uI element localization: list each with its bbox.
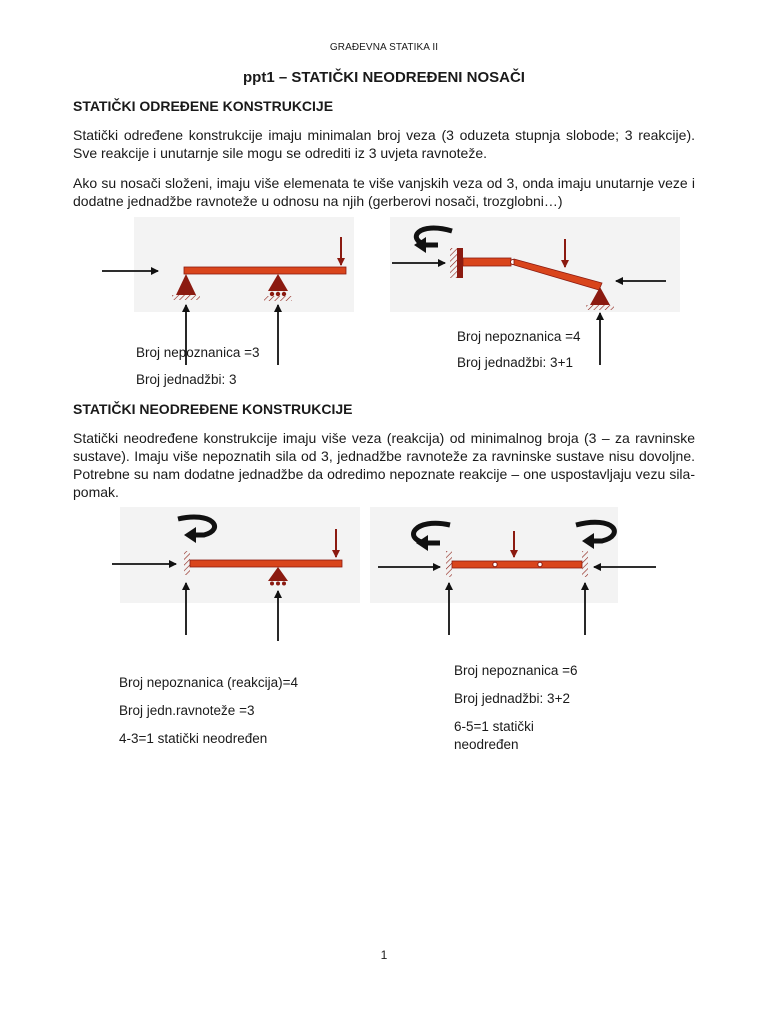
figure-label: Broj nepoznanica =4 — [457, 329, 581, 344]
figure-label: Broj jednadžbi: 3 — [136, 372, 237, 387]
figure-label: neodređen — [454, 737, 519, 752]
paragraph-indeterminate-1: Statički neodređene konstrukcije imaju više veza (reakcija) od minimalnog broja (3 – za ravninske sustave). Imaju više nepoznatih sila od 3, jednadžbe ravnoteže za ravninske sustave nisu dovoljne. Potrebne su nam dodatne jednadžbe da odredimo nepoznate reakcije – one uspostavljaju vezu sila-pomak. — [73, 430, 695, 500]
fixed-support-icon — [457, 248, 463, 278]
section-heading-indeterminate: STATIČKI NEODREĐENE KONSTRUKCIJE — [73, 401, 353, 417]
figure-label: Broj nepoznanica =6 — [454, 663, 578, 678]
paragraph-determinate-1: Statički određene konstrukcije imaju minimalan broj veza (3 oduzeta stupnja slobode; 3 reakcije). Sve reakcije i unutarnje sile mogu se odrediti iz 3 uvjeta ravnoteže. — [73, 127, 695, 161]
beam — [452, 561, 582, 568]
figure-label: Broj nepoznanica (reakcija)=4 — [119, 675, 298, 690]
beam — [190, 560, 342, 567]
panel-left — [120, 507, 360, 603]
running-header: GRAĐEVNA STATIKA II — [329, 42, 439, 53]
paragraph-determinate-2: Ako su nosači složeni, imaju više elemenata te više vanjskih veza od 3, onda imaju unutarnje veze i dodatne jednadžbe ravnoteže u odnosu na njih (gerberovi nosači, trozglobni…) — [73, 175, 695, 209]
figure-label: 6-5=1 statički — [454, 719, 534, 734]
page-number: 1 — [380, 948, 388, 962]
page-title: ppt1 – STATIČKI NEODREĐENI NOSAČI — [243, 69, 525, 86]
beam — [184, 267, 346, 274]
section-heading-determinate: STATIČKI ODREĐENE KONSTRUKCIJE — [73, 98, 334, 114]
beam — [463, 258, 511, 266]
figure-label: Broj jednadžbi: 3+2 — [454, 691, 570, 706]
figure-label: Broj nepoznanica =3 — [136, 345, 260, 360]
figure-determinate-structures — [100, 215, 680, 390]
figure-label: 4-3=1 statički neodređen — [119, 731, 268, 746]
figure-label: Broj jedn.ravnoteže =3 — [119, 703, 255, 718]
panel-left — [134, 217, 354, 312]
figure-indeterminate-structures — [108, 505, 668, 645]
figure-label: Broj jednadžbi: 3+1 — [457, 355, 573, 370]
